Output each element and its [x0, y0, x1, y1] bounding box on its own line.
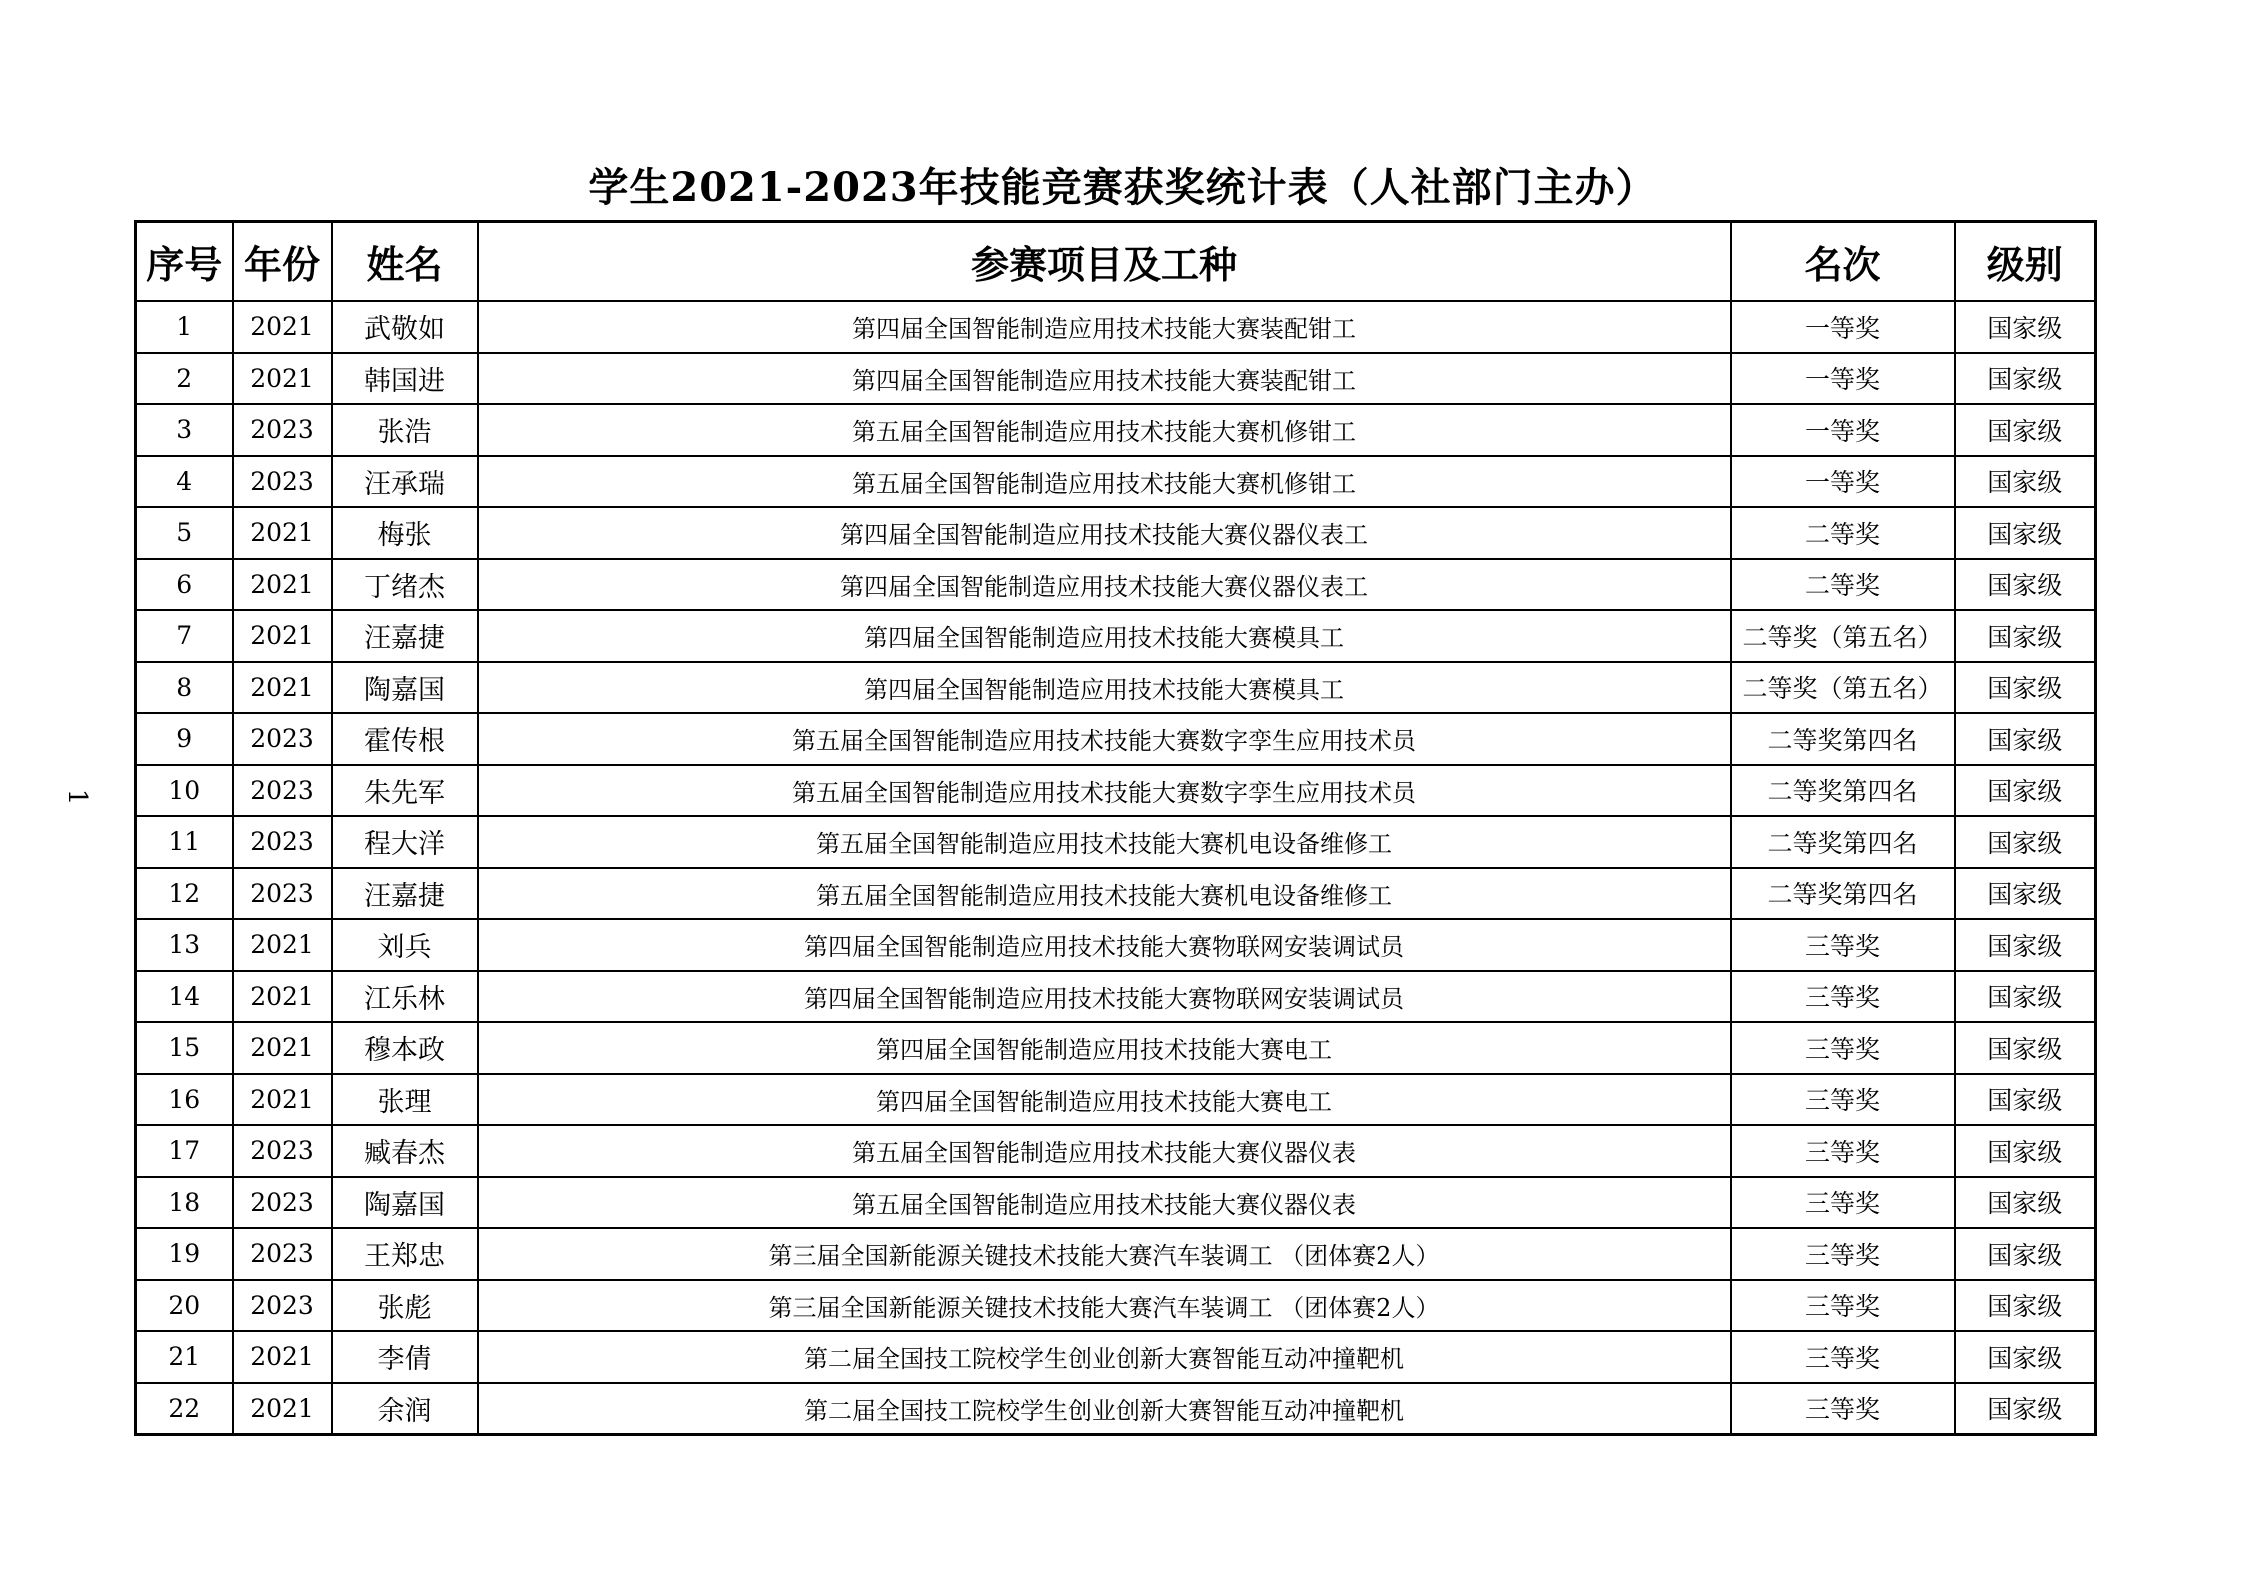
table-row: [136, 1331, 2096, 1383]
page-number: 1: [62, 788, 92, 806]
cell-index: 22: [136, 1383, 233, 1435]
cell-rank: 三等奖: [1731, 971, 1955, 1023]
cell-rank: 一等奖: [1731, 404, 1955, 456]
cell-year: 2021: [233, 353, 332, 405]
cell-project: 第四届全国智能制造应用技术技能大赛电工: [478, 1074, 1731, 1126]
header-year: 年份: [233, 222, 332, 302]
cell-rank: 三等奖: [1731, 1331, 1955, 1383]
cell-level: 国家级: [1955, 919, 2096, 971]
cell-year: 2023: [233, 868, 332, 920]
cell-index: 13: [136, 919, 233, 971]
cell-year: 2021: [233, 1383, 332, 1435]
cell-project: 第三届全国新能源关键技术技能大赛汽车装调工 （团体赛2人）: [478, 1280, 1731, 1332]
cell-project: 第四届全国智能制造应用技术技能大赛仪器仪表工: [478, 507, 1731, 559]
cell-level: 国家级: [1955, 816, 2096, 868]
cell-index: 6: [136, 559, 233, 611]
table-row: [136, 713, 2096, 765]
cell-rank: 二等奖第四名: [1731, 816, 1955, 868]
table-row: [136, 1125, 2096, 1177]
cell-rank: 二等奖: [1731, 559, 1955, 611]
table-row: [136, 1177, 2096, 1229]
cell-rank: 三等奖: [1731, 1074, 1955, 1126]
cell-level: 国家级: [1955, 507, 2096, 559]
cell-level: 国家级: [1955, 1228, 2096, 1280]
cell-project: 第四届全国智能制造应用技术技能大赛装配钳工: [478, 353, 1731, 405]
table-row: [136, 1383, 2096, 1435]
cell-rank: 二等奖（第五名）: [1731, 662, 1955, 714]
cell-rank: 三等奖: [1731, 919, 1955, 971]
cell-name: 汪嘉捷: [332, 610, 478, 662]
cell-index: 3: [136, 404, 233, 456]
cell-rank: 二等奖: [1731, 507, 1955, 559]
cell-project: 第五届全国智能制造应用技术技能大赛机电设备维修工: [478, 816, 1731, 868]
cell-year: 2021: [233, 1074, 332, 1126]
cell-level: 国家级: [1955, 868, 2096, 920]
table-row: [136, 610, 2096, 662]
cell-level: 国家级: [1955, 610, 2096, 662]
table-header-row: [136, 222, 2096, 302]
cell-project: 第四届全国智能制造应用技术技能大赛仪器仪表工: [478, 559, 1731, 611]
cell-name: 梅张: [332, 507, 478, 559]
cell-level: 国家级: [1955, 301, 2096, 353]
cell-rank: 一等奖: [1731, 353, 1955, 405]
cell-level: 国家级: [1955, 1074, 2096, 1126]
cell-level: 国家级: [1955, 456, 2096, 508]
cell-level: 国家级: [1955, 662, 2096, 714]
table-row: [136, 868, 2096, 920]
cell-level: 国家级: [1955, 353, 2096, 405]
cell-index: 1: [136, 301, 233, 353]
cell-rank: 二等奖第四名: [1731, 765, 1955, 817]
cell-name: 李倩: [332, 1331, 478, 1383]
cell-level: 国家级: [1955, 404, 2096, 456]
table-row: [136, 662, 2096, 714]
cell-project: 第四届全国智能制造应用技术技能大赛模具工: [478, 610, 1731, 662]
cell-year: 2023: [233, 816, 332, 868]
cell-level: 国家级: [1955, 971, 2096, 1023]
cell-rank: 一等奖: [1731, 456, 1955, 508]
table-row: [136, 1022, 2096, 1074]
cell-level: 国家级: [1955, 1177, 2096, 1229]
table-row: [136, 507, 2096, 559]
cell-rank: 三等奖: [1731, 1177, 1955, 1229]
cell-name: 王郑忠: [332, 1228, 478, 1280]
cell-level: 国家级: [1955, 1125, 2096, 1177]
table-row: [136, 559, 2096, 611]
table-body: [136, 301, 2096, 1435]
cell-name: 陶嘉国: [332, 662, 478, 714]
cell-year: 2021: [233, 610, 332, 662]
cell-rank: 一等奖: [1731, 301, 1955, 353]
cell-year: 2023: [233, 1280, 332, 1332]
cell-year: 2023: [233, 1177, 332, 1229]
cell-name: 武敬如: [332, 301, 478, 353]
cell-year: 2021: [233, 1022, 332, 1074]
cell-year: 2021: [233, 507, 332, 559]
cell-level: 国家级: [1955, 765, 2096, 817]
header-rank: 名次: [1731, 222, 1955, 302]
cell-project: 第五届全国智能制造应用技术技能大赛机修钳工: [478, 456, 1731, 508]
cell-rank: 三等奖: [1731, 1022, 1955, 1074]
cell-rank: 二等奖第四名: [1731, 713, 1955, 765]
cell-rank: 二等奖第四名: [1731, 868, 1955, 920]
cell-index: 18: [136, 1177, 233, 1229]
cell-name: 张理: [332, 1074, 478, 1126]
cell-name: 朱先军: [332, 765, 478, 817]
cell-index: 16: [136, 1074, 233, 1126]
cell-level: 国家级: [1955, 1331, 2096, 1383]
cell-index: 20: [136, 1280, 233, 1332]
table-row: [136, 1228, 2096, 1280]
cell-project: 第四届全国智能制造应用技术技能大赛装配钳工: [478, 301, 1731, 353]
cell-index: 7: [136, 610, 233, 662]
table-row: [136, 919, 2096, 971]
cell-year: 2023: [233, 404, 332, 456]
cell-level: 国家级: [1955, 713, 2096, 765]
cell-index: 17: [136, 1125, 233, 1177]
cell-name: 丁绪杰: [332, 559, 478, 611]
page-title: 学生2021-2023年技能竞赛获奖统计表（人社部门主办）: [588, 164, 1657, 211]
cell-name: 余润: [332, 1383, 478, 1435]
table-row: [136, 1280, 2096, 1332]
awards-table: [134, 220, 2097, 1436]
cell-year: 2023: [233, 713, 332, 765]
cell-index: 15: [136, 1022, 233, 1074]
table-row: [136, 971, 2096, 1023]
cell-name: 陶嘉国: [332, 1177, 478, 1229]
table-row: [136, 404, 2096, 456]
cell-year: 2023: [233, 1228, 332, 1280]
cell-name: 汪嘉捷: [332, 868, 478, 920]
cell-index: 11: [136, 816, 233, 868]
header-level: 级别: [1955, 222, 2096, 302]
cell-index: 5: [136, 507, 233, 559]
cell-name: 刘兵: [332, 919, 478, 971]
header-name: 姓名: [332, 222, 478, 302]
cell-name: 汪承瑞: [332, 456, 478, 508]
cell-index: 12: [136, 868, 233, 920]
cell-name: 程大洋: [332, 816, 478, 868]
table-row: [136, 301, 2096, 353]
cell-year: 2021: [233, 662, 332, 714]
table-row: [136, 456, 2096, 508]
table-row: [136, 816, 2096, 868]
cell-rank: 三等奖: [1731, 1228, 1955, 1280]
header-index: 序号: [136, 222, 233, 302]
cell-rank: 三等奖: [1731, 1125, 1955, 1177]
table-row: [136, 765, 2096, 817]
cell-index: 8: [136, 662, 233, 714]
cell-project: 第五届全国智能制造应用技术技能大赛数字孪生应用技术员: [478, 713, 1731, 765]
cell-level: 国家级: [1955, 559, 2096, 611]
cell-index: 10: [136, 765, 233, 817]
cell-index: 21: [136, 1331, 233, 1383]
cell-project: 第五届全国智能制造应用技术技能大赛机电设备维修工: [478, 868, 1731, 920]
cell-name: 韩国进: [332, 353, 478, 405]
cell-level: 国家级: [1955, 1022, 2096, 1074]
cell-level: 国家级: [1955, 1280, 2096, 1332]
cell-year: 2023: [233, 765, 332, 817]
cell-project: 第二届全国技工院校学生创业创新大赛智能互动冲撞靶机: [478, 1383, 1731, 1435]
cell-index: 14: [136, 971, 233, 1023]
cell-year: 2023: [233, 456, 332, 508]
cell-project: 第四届全国智能制造应用技术技能大赛电工: [478, 1022, 1731, 1074]
cell-project: 第四届全国智能制造应用技术技能大赛物联网安装调试员: [478, 971, 1731, 1023]
cell-name: 穆本政: [332, 1022, 478, 1074]
cell-project: 第五届全国智能制造应用技术技能大赛仪器仪表: [478, 1125, 1731, 1177]
cell-name: 霍传根: [332, 713, 478, 765]
cell-name: 张彪: [332, 1280, 478, 1332]
cell-project: 第五届全国智能制造应用技术技能大赛仪器仪表: [478, 1177, 1731, 1229]
cell-name: 臧春杰: [332, 1125, 478, 1177]
cell-year: 2021: [233, 559, 332, 611]
cell-project: 第五届全国智能制造应用技术技能大赛机修钳工: [478, 404, 1731, 456]
cell-index: 4: [136, 456, 233, 508]
table-row: [136, 1074, 2096, 1126]
cell-rank: 三等奖: [1731, 1280, 1955, 1332]
cell-name: 江乐林: [332, 971, 478, 1023]
cell-project: 第四届全国智能制造应用技术技能大赛模具工: [478, 662, 1731, 714]
cell-project: 第四届全国智能制造应用技术技能大赛物联网安装调试员: [478, 919, 1731, 971]
cell-project: 第五届全国智能制造应用技术技能大赛数字孪生应用技术员: [478, 765, 1731, 817]
cell-name: 张浩: [332, 404, 478, 456]
cell-year: 2021: [233, 1331, 332, 1383]
cell-index: 2: [136, 353, 233, 405]
table-row: [136, 353, 2096, 405]
cell-rank: 三等奖: [1731, 1383, 1955, 1435]
cell-level: 国家级: [1955, 1383, 2096, 1435]
cell-rank: 二等奖（第五名）: [1731, 610, 1955, 662]
cell-index: 19: [136, 1228, 233, 1280]
cell-index: 9: [136, 713, 233, 765]
cell-project: 第二届全国技工院校学生创业创新大赛智能互动冲撞靶机: [478, 1331, 1731, 1383]
header-project: 参赛项目及工种: [478, 222, 1731, 302]
cell-year: 2023: [233, 1125, 332, 1177]
cell-year: 2021: [233, 919, 332, 971]
cell-year: 2021: [233, 971, 332, 1023]
cell-project: 第三届全国新能源关键技术技能大赛汽车装调工 （团体赛2人）: [478, 1228, 1731, 1280]
cell-year: 2021: [233, 301, 332, 353]
